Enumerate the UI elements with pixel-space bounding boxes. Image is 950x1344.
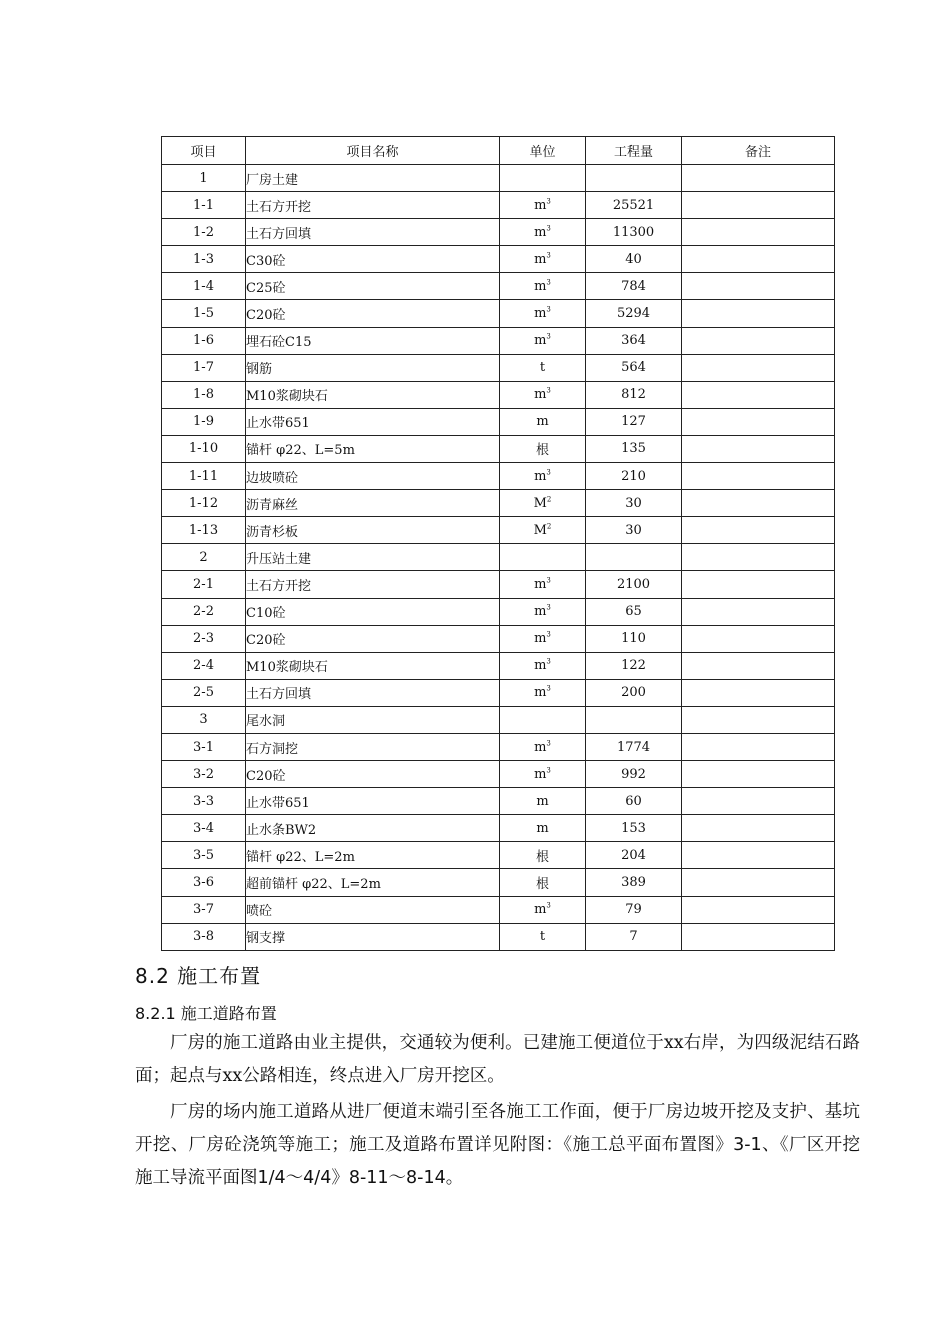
cell-remarks [682,463,835,490]
cell-quantity: 153 [586,815,682,842]
cell-remarks [682,408,835,435]
cell-item-no: 1 [162,165,246,192]
cell-quantity: 204 [586,842,682,869]
table-row [162,869,835,896]
cell-unit [500,788,586,815]
table-row [162,896,835,923]
cell-unit [500,408,586,435]
cell-item-no: 1-11 [162,463,246,490]
cell-item-name: 尾水洞 [246,706,500,733]
unit-symbol: M [533,522,547,538]
cell-unit [500,761,586,788]
table-row [162,327,835,354]
cell-unit [500,435,586,462]
cell-unit [500,273,586,300]
unit-exponent: 3 [546,278,551,287]
cell-unit [500,381,586,408]
cell-item-name: C20砼 [246,761,500,788]
unit-symbol: 根 [535,443,549,459]
table-row [162,219,835,246]
cell-unit [500,327,586,354]
paragraph-site-roads [135,1096,860,1195]
unit-symbol: m [534,224,547,240]
cell-unit [500,165,586,192]
cell-unit [500,679,586,706]
cell-item-name: 埋石砼C15 [246,327,500,354]
unit-symbol: m [534,631,547,647]
cell-unit [500,625,586,652]
cell-item-name: 喷砼 [246,896,500,923]
cell-item-name: 锚杆 φ22、L=2m [246,842,500,869]
header-remarks: 备注 [682,137,835,165]
cell-item-name: C10砼 [246,598,500,625]
unit-exponent: 3 [546,224,551,233]
unit-exponent: 3 [546,386,551,395]
unit-symbol: m [534,902,547,918]
cell-quantity: 364 [586,327,682,354]
cell-remarks [682,761,835,788]
cell-unit [500,192,586,219]
unit-symbol: m [536,820,549,836]
table-row [162,679,835,706]
table-row [162,435,835,462]
unit-exponent: 2 [546,495,552,504]
cell-quantity: 210 [586,463,682,490]
cell-remarks [682,219,835,246]
cell-item-no: 3-8 [162,923,246,950]
cell-item-no: 2-5 [162,679,246,706]
cell-quantity [586,706,682,733]
unit-exponent: 3 [546,739,551,748]
cell-unit [500,463,586,490]
cell-item-no: 2-2 [162,598,246,625]
cell-remarks [682,625,835,652]
cell-unit [500,869,586,896]
table-row [162,815,835,842]
cell-quantity: 127 [586,408,682,435]
table-row [162,842,835,869]
cell-unit [500,923,586,950]
cell-remarks [682,815,835,842]
unit-symbol: m [536,793,549,809]
table-row [162,598,835,625]
cell-unit [500,354,586,381]
table-row [162,923,835,950]
cell-quantity: 30 [586,517,682,544]
table-row [162,517,835,544]
table-row [162,788,835,815]
cell-item-no: 1-4 [162,273,246,300]
unit-exponent: 3 [546,901,551,910]
unit-exponent: 3 [546,468,551,477]
cell-item-no: 3-3 [162,788,246,815]
table-header-row [162,137,835,165]
cell-item-name: 土石方开挖 [246,192,500,219]
table-row [162,706,835,733]
cell-remarks [682,273,835,300]
cell-quantity: 135 [586,435,682,462]
cell-remarks [682,246,835,273]
cell-item-no: 3-6 [162,869,246,896]
cell-remarks [682,923,835,950]
header-unit: 单位 [500,137,586,165]
cell-item-name: 止水条BW2 [246,815,500,842]
unit-exponent: 3 [546,657,551,666]
unit-exponent: 3 [546,685,551,693]
cell-item-no: 1-9 [162,408,246,435]
cell-item-no: 2-1 [162,571,246,598]
cell-item-name: 止水带651 [246,788,500,815]
cell-item-no: 3-5 [162,842,246,869]
cell-item-name: 钢支撑 [246,923,500,950]
cell-unit [500,842,586,869]
table-row [162,571,835,598]
cell-quantity [586,544,682,571]
cell-item-name: C30砼 [246,246,500,273]
cell-item-name: 钢筋 [246,354,500,381]
cell-remarks [682,869,835,896]
cell-item-name: 石方洞挖 [246,733,500,760]
unit-symbol: m [534,306,547,322]
cell-item-no: 3-2 [162,761,246,788]
cell-item-name: 土石方开挖 [246,571,500,598]
subsection-heading: 8.2.1 施工道路布置 [135,1004,277,1023]
table-row [162,273,835,300]
unit-symbol: m [534,576,547,592]
cell-item-no: 2 [162,544,246,571]
cell-unit [500,598,586,625]
cell-item-no: 3 [162,706,246,733]
cell-item-no: 1-1 [162,192,246,219]
cell-item-no: 1-6 [162,327,246,354]
unit-exponent: 3 [546,603,551,612]
cell-unit [500,300,586,327]
cell-item-no: 1-5 [162,300,246,327]
cell-quantity: 812 [586,381,682,408]
cell-remarks [682,517,835,544]
table-row [162,192,835,219]
cell-unit [500,571,586,598]
cell-item-no: 1-7 [162,354,246,381]
unit-symbol: 根 [535,849,549,865]
unit-symbol: m [534,387,547,403]
unit-exponent: 3 [546,251,551,260]
unit-exponent: 3 [546,630,551,639]
cell-unit [500,544,586,571]
cell-quantity: 5294 [586,300,682,327]
cell-quantity: 200 [586,679,682,706]
cell-remarks [682,733,835,760]
unit-symbol: m [534,604,547,620]
table-row [162,544,835,571]
cell-item-name: C25砼 [246,273,500,300]
unit-exponent: 3 [546,576,551,585]
unit-symbol: m [534,278,547,294]
table-row [162,652,835,679]
unit-exponent: 3 [546,305,551,314]
cell-item-name: 锚杆 φ22、L=5m [246,435,500,462]
cell-item-name: 止水带651 [246,408,500,435]
cell-remarks [682,706,835,733]
paragraph-road-access: 厂房的施工道路由业主提供，交通较为便利。已建施工便道位于xx右岸，为四级泥结石路面；起点与xx公路相连，终点进入厂房开挖区。 [135,1033,860,1086]
table-row [162,490,835,517]
cell-unit [500,896,586,923]
table-row [162,625,835,652]
table-row [162,733,835,760]
cell-item-no: 1-8 [162,381,246,408]
cell-unit [500,815,586,842]
unit-exponent: 3 [546,766,551,775]
unit-symbol: m [534,766,547,782]
table-body [162,165,835,951]
cell-remarks [682,544,835,571]
table-row [162,463,835,490]
cell-item-no: 3-4 [162,815,246,842]
unit-symbol: t [539,360,546,376]
paragraph-site-roads-text: 厂房的场内施工道路从进厂便道末端引至各施工工作面，便于厂房边坡开挖及支护、基坑开挖、厂房砼浇筑等施工；施工及道路布置 [135,1102,860,1155]
section-heading: 8.2 施工布置 [135,964,262,988]
cell-quantity: 11300 [586,219,682,246]
cell-item-no: 2-3 [162,625,246,652]
unit-exponent: 3 [546,332,551,341]
table-row [162,300,835,327]
quantity-table [161,136,835,951]
drawing-reference: 详见附图：《施工总平面布置图》3-1、《厂区开挖施工导流平面图1/4～4/4》8-11～8-14。 [135,1135,860,1188]
cell-quantity [586,165,682,192]
cell-remarks [682,490,835,517]
cell-item-no: 3-7 [162,896,246,923]
table-row [162,761,835,788]
cell-unit [500,246,586,273]
cell-item-no: 2-4 [162,652,246,679]
cell-remarks [682,381,835,408]
cell-quantity: 30 [586,490,682,517]
cell-remarks [682,435,835,462]
unit-symbol: 根 [535,876,549,892]
cell-unit [500,706,586,733]
unit-symbol: M [533,495,547,511]
cell-unit [500,652,586,679]
cell-item-name: 升压站土建 [246,544,500,571]
cell-item-name: 厂房土建 [246,165,500,192]
unit-symbol: m [534,468,547,484]
header-item-name: 项目名称 [246,137,500,165]
cell-item-name: 边坡喷砼 [246,463,500,490]
cell-remarks [682,165,835,192]
cell-item-name: 土石方回填 [246,679,500,706]
unit-symbol: m [534,658,547,674]
cell-quantity: 40 [586,246,682,273]
unit-symbol: m [536,414,549,430]
cell-item-name: C20砼 [246,625,500,652]
cell-remarks [682,652,835,679]
cell-remarks [682,192,835,219]
cell-quantity: 784 [586,273,682,300]
table-row [162,408,835,435]
cell-item-name: M10浆砌块石 [246,652,500,679]
cell-unit [500,219,586,246]
cell-quantity: 389 [586,869,682,896]
cell-quantity: 564 [586,354,682,381]
cell-quantity: 2100 [586,571,682,598]
table-row [162,381,835,408]
cell-quantity: 110 [586,625,682,652]
cell-item-name: 沥青杉板 [246,517,500,544]
cell-item-no: 1-13 [162,517,246,544]
header-item-no: 项目 [162,137,246,165]
cell-item-no: 1-10 [162,435,246,462]
cell-quantity: 122 [586,652,682,679]
cell-item-no: 1-2 [162,219,246,246]
cell-quantity: 7 [586,923,682,950]
cell-remarks [682,788,835,815]
cell-remarks [682,300,835,327]
cell-item-name: 土石方回填 [246,219,500,246]
cell-quantity: 25521 [586,192,682,219]
cell-unit [500,733,586,760]
cell-item-no: 1-3 [162,246,246,273]
unit-symbol: m [534,251,547,267]
cell-quantity: 992 [586,761,682,788]
cell-remarks [682,571,835,598]
cell-remarks [682,679,835,706]
cell-quantity: 60 [586,788,682,815]
cell-item-no: 3-1 [162,733,246,760]
unit-symbol: m [534,197,547,213]
cell-quantity: 1774 [586,733,682,760]
table-row [162,354,835,381]
cell-remarks [682,598,835,625]
cell-unit [500,490,586,517]
unit-exponent: 3 [546,197,551,206]
cell-quantity: 79 [586,896,682,923]
cell-remarks [682,896,835,923]
cell-item-name: C20砼 [246,300,500,327]
unit-symbol: m [534,333,547,349]
cell-item-name: 超前锚杆 φ22、L=2m [246,869,500,896]
cell-remarks [682,327,835,354]
table-row [162,246,835,273]
unit-symbol: m [534,685,547,701]
unit-exponent: 2 [546,522,552,531]
cell-quantity: 65 [586,598,682,625]
cell-item-name: 沥青麻丝 [246,490,500,517]
cell-unit [500,517,586,544]
table-row [162,165,835,192]
header-quantity: 工程量 [586,137,682,165]
cell-item-no: 1-12 [162,490,246,517]
cell-item-name: M10浆砌块石 [246,381,500,408]
cell-remarks [682,842,835,869]
cell-remarks [682,354,835,381]
unit-symbol: t [539,929,546,945]
unit-symbol: m [534,739,547,755]
